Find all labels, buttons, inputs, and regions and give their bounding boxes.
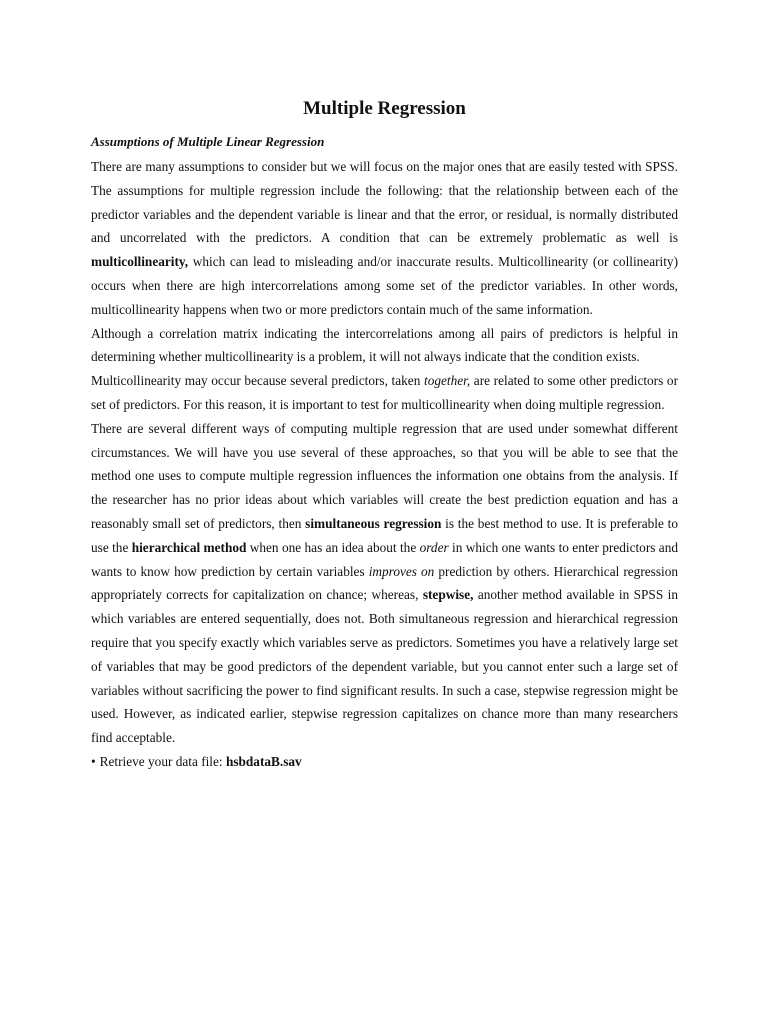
- term-simultaneous-regression: simultaneous regression: [305, 515, 442, 531]
- bullet-icon: •: [91, 753, 96, 769]
- data-filename: hsbdataB.sav: [225, 753, 302, 769]
- p4-text-f: prediction by others. Hierarchical regression appropriately corrects for capitalization on chance; whereas,: [91, 563, 678, 603]
- paragraph-correlation-matrix: Although a correlation matrix indicating the intercorrelations among all pairs of predictors is helpful in determining whether multicollinearity is a problem, it will not always indicate that the condition exists.: [91, 325, 678, 365]
- paragraph-assumptions: [91, 155, 678, 322]
- p4-text-e: in which one wants to enter predictors and wants to know how prediction by certain variables: [91, 539, 678, 579]
- bullet-retrieve-data: [91, 750, 678, 774]
- p1-text-c: which can lead to misleading and/or inaccurate results. Multicollinearity (or collinearity) occurs when there are high intercorrelations among some set of the predictor variables. In other words, multicollinearity happens when two or more predictors contain much of the same information.: [91, 254, 678, 317]
- page-title: Multiple Regression: [303, 98, 466, 119]
- term-order: order: [419, 539, 449, 555]
- p3-text-c: are related to some other predictors or set of predictors. For this reason, it is important to test for multicollinearity when doing multiple regression.: [91, 373, 678, 412]
- paragraph-methods: [91, 417, 678, 750]
- p4-text-a: There are several different ways of computing multiple regression that are used under somewhat different circumstances. We will have you use several of these approaches, so that you will be able to see that the method one uses to compute multiple regression influences the information one obtains from the analysis. If the researcher has no prior ideas about which variables will create the best prediction equation and has a reasonably small set of predictors, then: [91, 420, 678, 531]
- term-stepwise: stepwise,: [422, 587, 474, 603]
- paragraph-multicollinearity: [91, 369, 678, 417]
- term-multicollinearity: multicollinearity,: [91, 254, 189, 270]
- p3-text-a: Multicollinearity may occur because several predictors, taken: [91, 373, 424, 389]
- term-improves-on: improves on: [368, 563, 435, 579]
- section-subtitle: Assumptions of Multiple Linear Regression: [91, 134, 325, 149]
- p4-text-g: another method available in SPSS in which variables are entered sequentially, does not. Both simultaneous regression and hierarchical regression require that you specify exactly which variables serve as predictors. Sometimes you have a relatively large set of variables that may be good predictors of the dependent variable, but you cannot enter such a large set of variables without sacrificing the power to find significant results. In such a case, stepwise regression might be used. However, as indicated earlier, stepwise regression capitalizes on chance more than many researchers find acceptable.: [91, 587, 678, 746]
- p4-text-d: when one has an idea about the: [246, 539, 420, 555]
- bullet-text: Retrieve your data file:: [99, 753, 226, 769]
- term-hierarchical-method: hierarchical method: [131, 539, 247, 555]
- p1-text-a: There are many assumptions to consider but we will focus on the major ones that are easily tested with SPSS. The assumptions for multiple regression include the following: that the relationship between each of the predictor variables and the dependent variable is linear and that the error, or residual, is normally distributed and uncorrelated with the predictors. A condition that can be extremely problematic as well is: [91, 159, 678, 246]
- term-together: together,: [424, 373, 471, 389]
- p4-text-c: is the best method to use. It is preferable to use the: [91, 515, 678, 555]
